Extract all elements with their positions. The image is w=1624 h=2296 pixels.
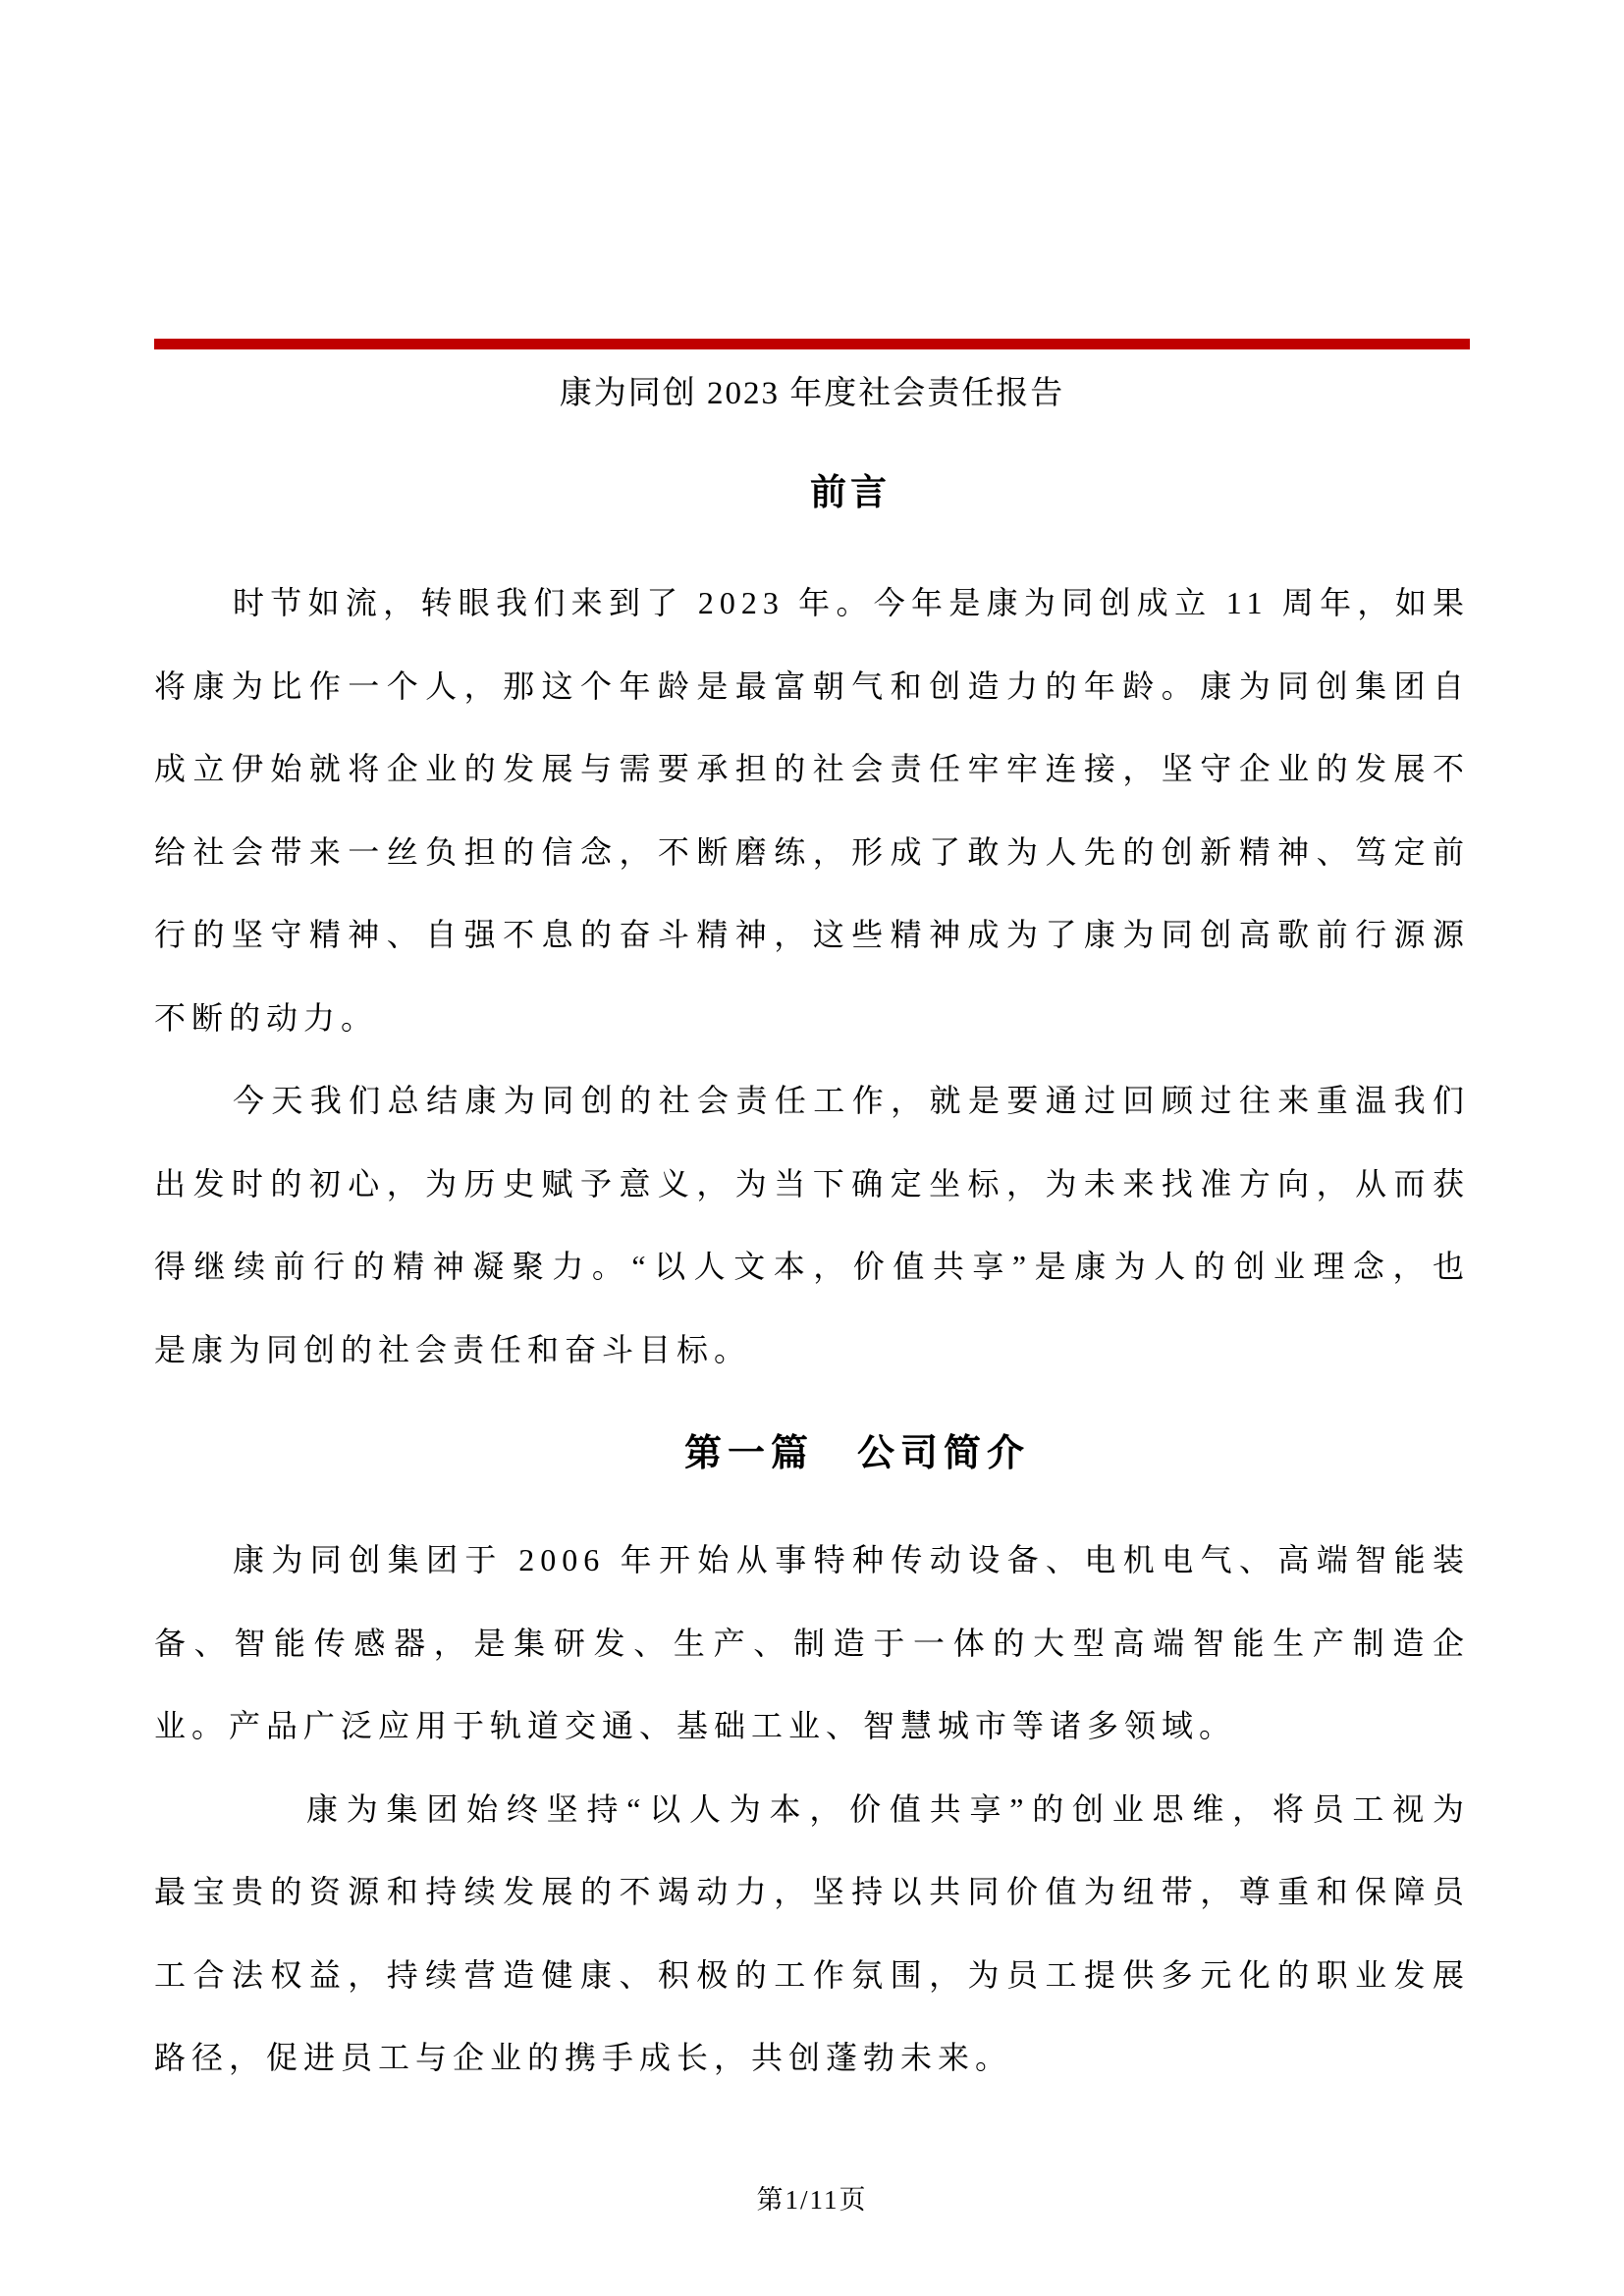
text-line: 不断的动力。 [154,999,379,1036]
text-line: 时节如流，转眼我们来到了 2023 年。今年是康为同创成立 11 周年，如果 [233,585,1470,620]
paragraph [154,1768,1470,2100]
text-line: 成立伊始就将企业的发展与需要承担的社会责任牢牢连接，坚守企业的发展不 [154,751,1470,786]
paragraph [154,1519,1470,1768]
text-line: 最宝贵的资源和持续发展的不竭动力，坚持以共同价值为纽带，尊重和保障员 [154,1874,1470,1909]
text-line: 康为集团始终坚持“以人为本，价值共享”的创业思维，将员工视为 [306,1790,1470,1827]
section1-heading: 第一篇 公司简介 [683,1433,1030,1474]
text-line: 路径，促进员工与企业的携手成长，共创蓬勃未来。 [154,2040,1013,2075]
paragraph [154,1059,1470,1391]
text-line: 业。产品广泛应用于轨道交通、基础工业、智慧城市等诸多领域。 [154,1708,1237,1743]
page-number: 第1/11页 [756,2185,868,2215]
document-title: 康为同创 2023 年度社会责任报告 [559,376,1065,411]
text-line: 得继续前行的精神凝聚力。“以人文本，价值共享”是康为人的创业理念，也 [154,1249,1470,1284]
preface-heading: 前言 [810,473,891,513]
text-line: 今天我们总结康为同创的社会责任工作，就是要通过回顾过往来重温我们 [233,1083,1470,1118]
text-line: 将康为比作一个人，那这个年龄是最富朝气和创造力的年龄。康为同创集团自 [154,667,1470,704]
red-divider [154,339,1470,349]
text-line: 工合法权益，持续营造健康、积极的工作氛围，为员工提供多元化的职业发展 [154,1956,1470,1993]
section1-body [154,1519,1470,2100]
preface-body [154,561,1470,1391]
paragraph [154,561,1470,1059]
text-line: 康为同创集团于 2006 年开始从事特种传动设备、电机电气、高端智能装 [233,1542,1470,1577]
text-line: 行的坚守精神、自强不息的奋斗精神，这些精神成为了康为同创高歌前行源源 [154,917,1470,952]
text-line: 是康为同创的社会责任和奋斗目标。 [154,1331,752,1367]
text-line: 给社会带来一丝负担的信念，不断磨练，形成了敢为人先的创新精神、笃定前 [154,833,1470,870]
text-line: 出发时的初心，为历史赋予意义，为当下确定坐标，为未来找准方向，从而获 [154,1165,1470,1201]
text-line: 备、智能传感器，是集研发、生产、制造于一体的大型高端智能生产制造企 [154,1625,1470,1661]
